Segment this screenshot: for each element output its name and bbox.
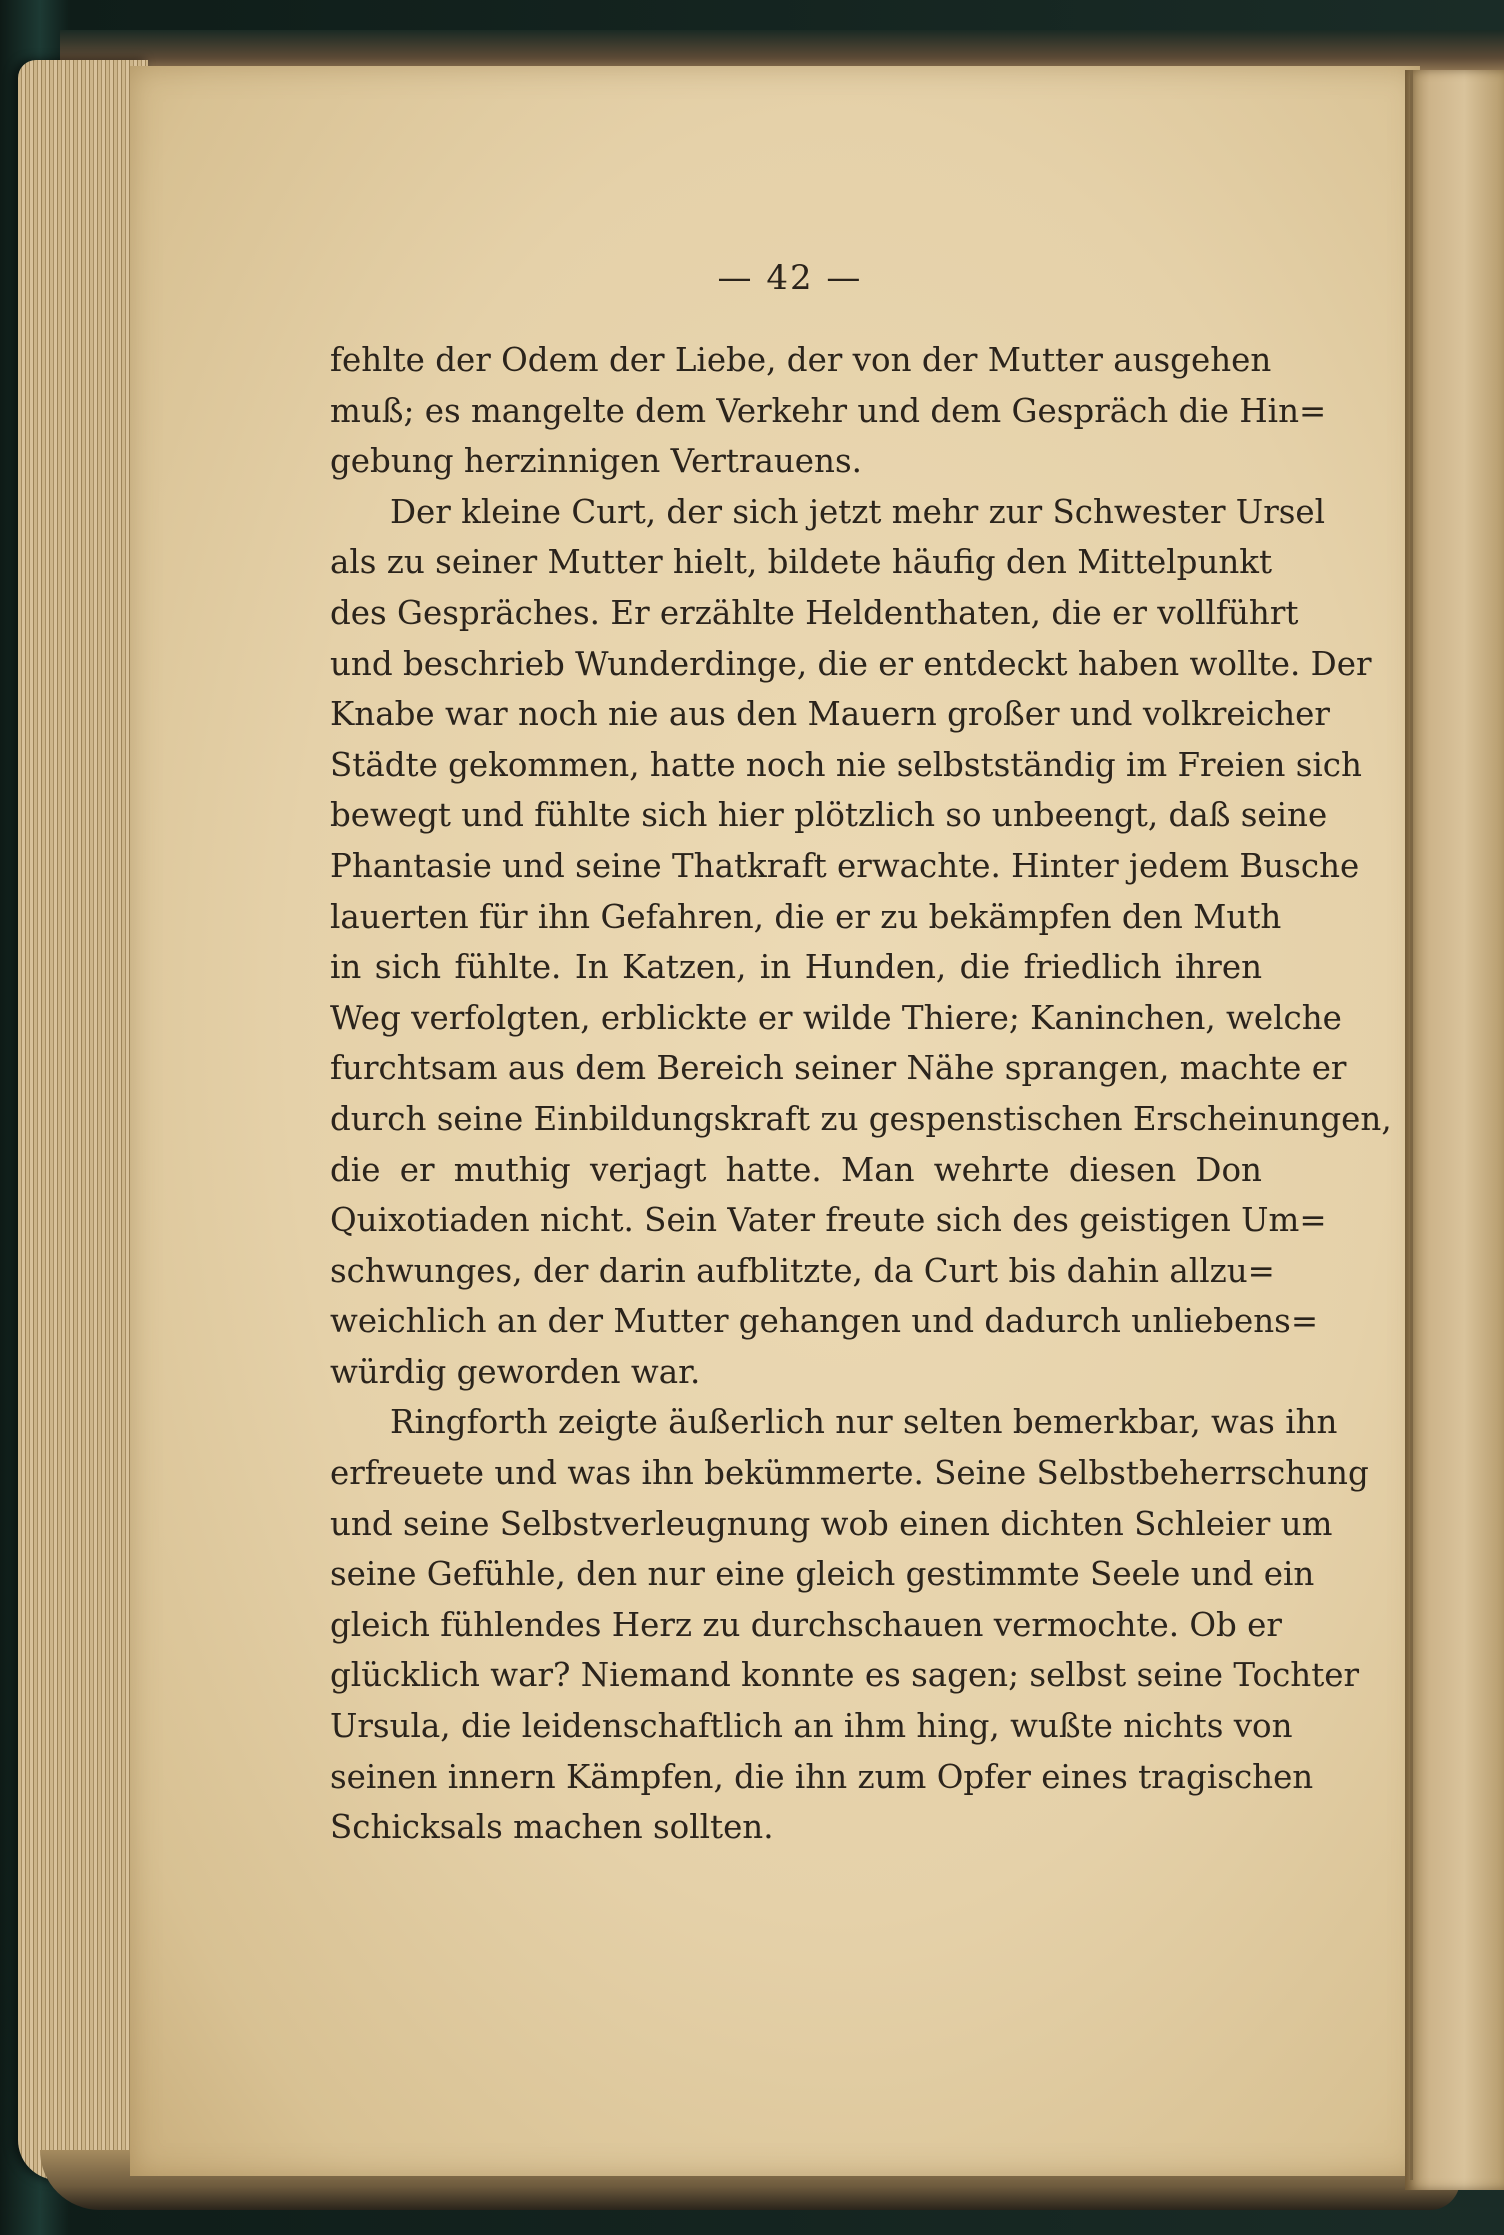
text-line: Städte gekommen, hatte noch nie selbstständig im Freien sich <box>330 745 1362 784</box>
text-line: Ursula, die leidenschaftlich an ihm hing, wußte nichts von <box>330 1707 1293 1746</box>
text-line: erfreuete und was ihn bekümmerte. Seine Selbstbeherrschung <box>330 1454 1369 1493</box>
page-number: — 42 — <box>717 258 863 298</box>
text-line: gebung herzinnigen Vertrauens. <box>330 442 862 481</box>
text-line: würdig geworden war. <box>330 1352 701 1391</box>
body-text <box>330 335 1392 1853</box>
text-line: lauerten für ihn Gefahren, die er zu bekämpfen den Muth <box>330 897 1282 936</box>
paragraph <box>330 487 1392 1398</box>
text-line: Knabe war noch nie aus den Mauern großer und volkreicher <box>330 695 1330 734</box>
text-line: durch seine Einbildungskraft zu gespenstischen Erscheinungen, <box>330 1099 1392 1138</box>
paragraph <box>330 335 1327 487</box>
text-line: furchtsam aus dem Bereich seiner Nähe sprangen, machte er <box>330 1049 1347 1088</box>
paragraph <box>330 1397 1369 1852</box>
text-line: als zu seiner Mutter hielt, bildete häufig den Mittelpunkt <box>330 543 1273 582</box>
text-line: Ringforth zeigte äußerlich nur selten bemerkbar, was ihn <box>390 1403 1338 1442</box>
text-line: Phantasie und seine Thatkraft erwachte. Hinter jedem Busche <box>330 846 1360 885</box>
text-line: gleich fühlendes Herz zu durchschauen vermochte. Ob er <box>330 1605 1282 1644</box>
text-line: bewegt und fühlte sich hier plötzlich so unbeengt, daß seine <box>330 796 1328 835</box>
text-line: weichlich an der Mutter gehangen und dadurch unliebens= <box>330 1302 1319 1341</box>
text-line: des Gespräches. Er erzählte Heldenthaten, die er vollführt <box>330 593 1299 632</box>
text-line: muß; es mangelte dem Verkehr und dem Gespräch die Hin= <box>330 391 1327 430</box>
facing-page-edge <box>1405 70 1504 2190</box>
text-line: fehlte der Odem der Liebe, der von der Mutter ausgehen <box>330 341 1272 379</box>
text-line: und beschrieb Wunderdinge, die er entdeckt haben wollte. Der <box>330 644 1372 683</box>
text-line: Schicksals machen sollten. <box>330 1808 774 1847</box>
text-line: glücklich war? Niemand konnte es sagen; selbst seine Tochter <box>330 1656 1360 1695</box>
text-line: seinen innern Kämpfen, die ihn zum Opfer eines tragischen <box>330 1757 1314 1796</box>
page-edges <box>18 60 148 2180</box>
gutter-line <box>1410 70 1413 2180</box>
text-line: Der kleine Curt, der sich jetzt mehr zur Schwester Ursel <box>390 492 1326 531</box>
text-line: die er muthig verjagt hatte. Man wehrte diesen Don <box>330 1150 1262 1189</box>
text-line: seine Gefühle, den nur eine gleich gestimmte Seele und ein <box>330 1555 1315 1594</box>
text-line: Weg verfolgten, erblickte er wilde Thiere; Kaninchen, welche <box>330 998 1342 1037</box>
text-line: schwunges, der darin aufblitzte, da Curt bis dahin allzu= <box>330 1251 1275 1290</box>
text-line: Quixotiaden nicht. Sein Vater freute sich des geistigen Um= <box>330 1201 1327 1240</box>
text-line: in sich fühlte. In Katzen, in Hunden, die friedlich ihren <box>330 948 1262 987</box>
text-line: und seine Selbstverleugnung wob einen dichten Schleier um <box>330 1504 1333 1543</box>
cover-top-edge <box>60 30 1504 70</box>
